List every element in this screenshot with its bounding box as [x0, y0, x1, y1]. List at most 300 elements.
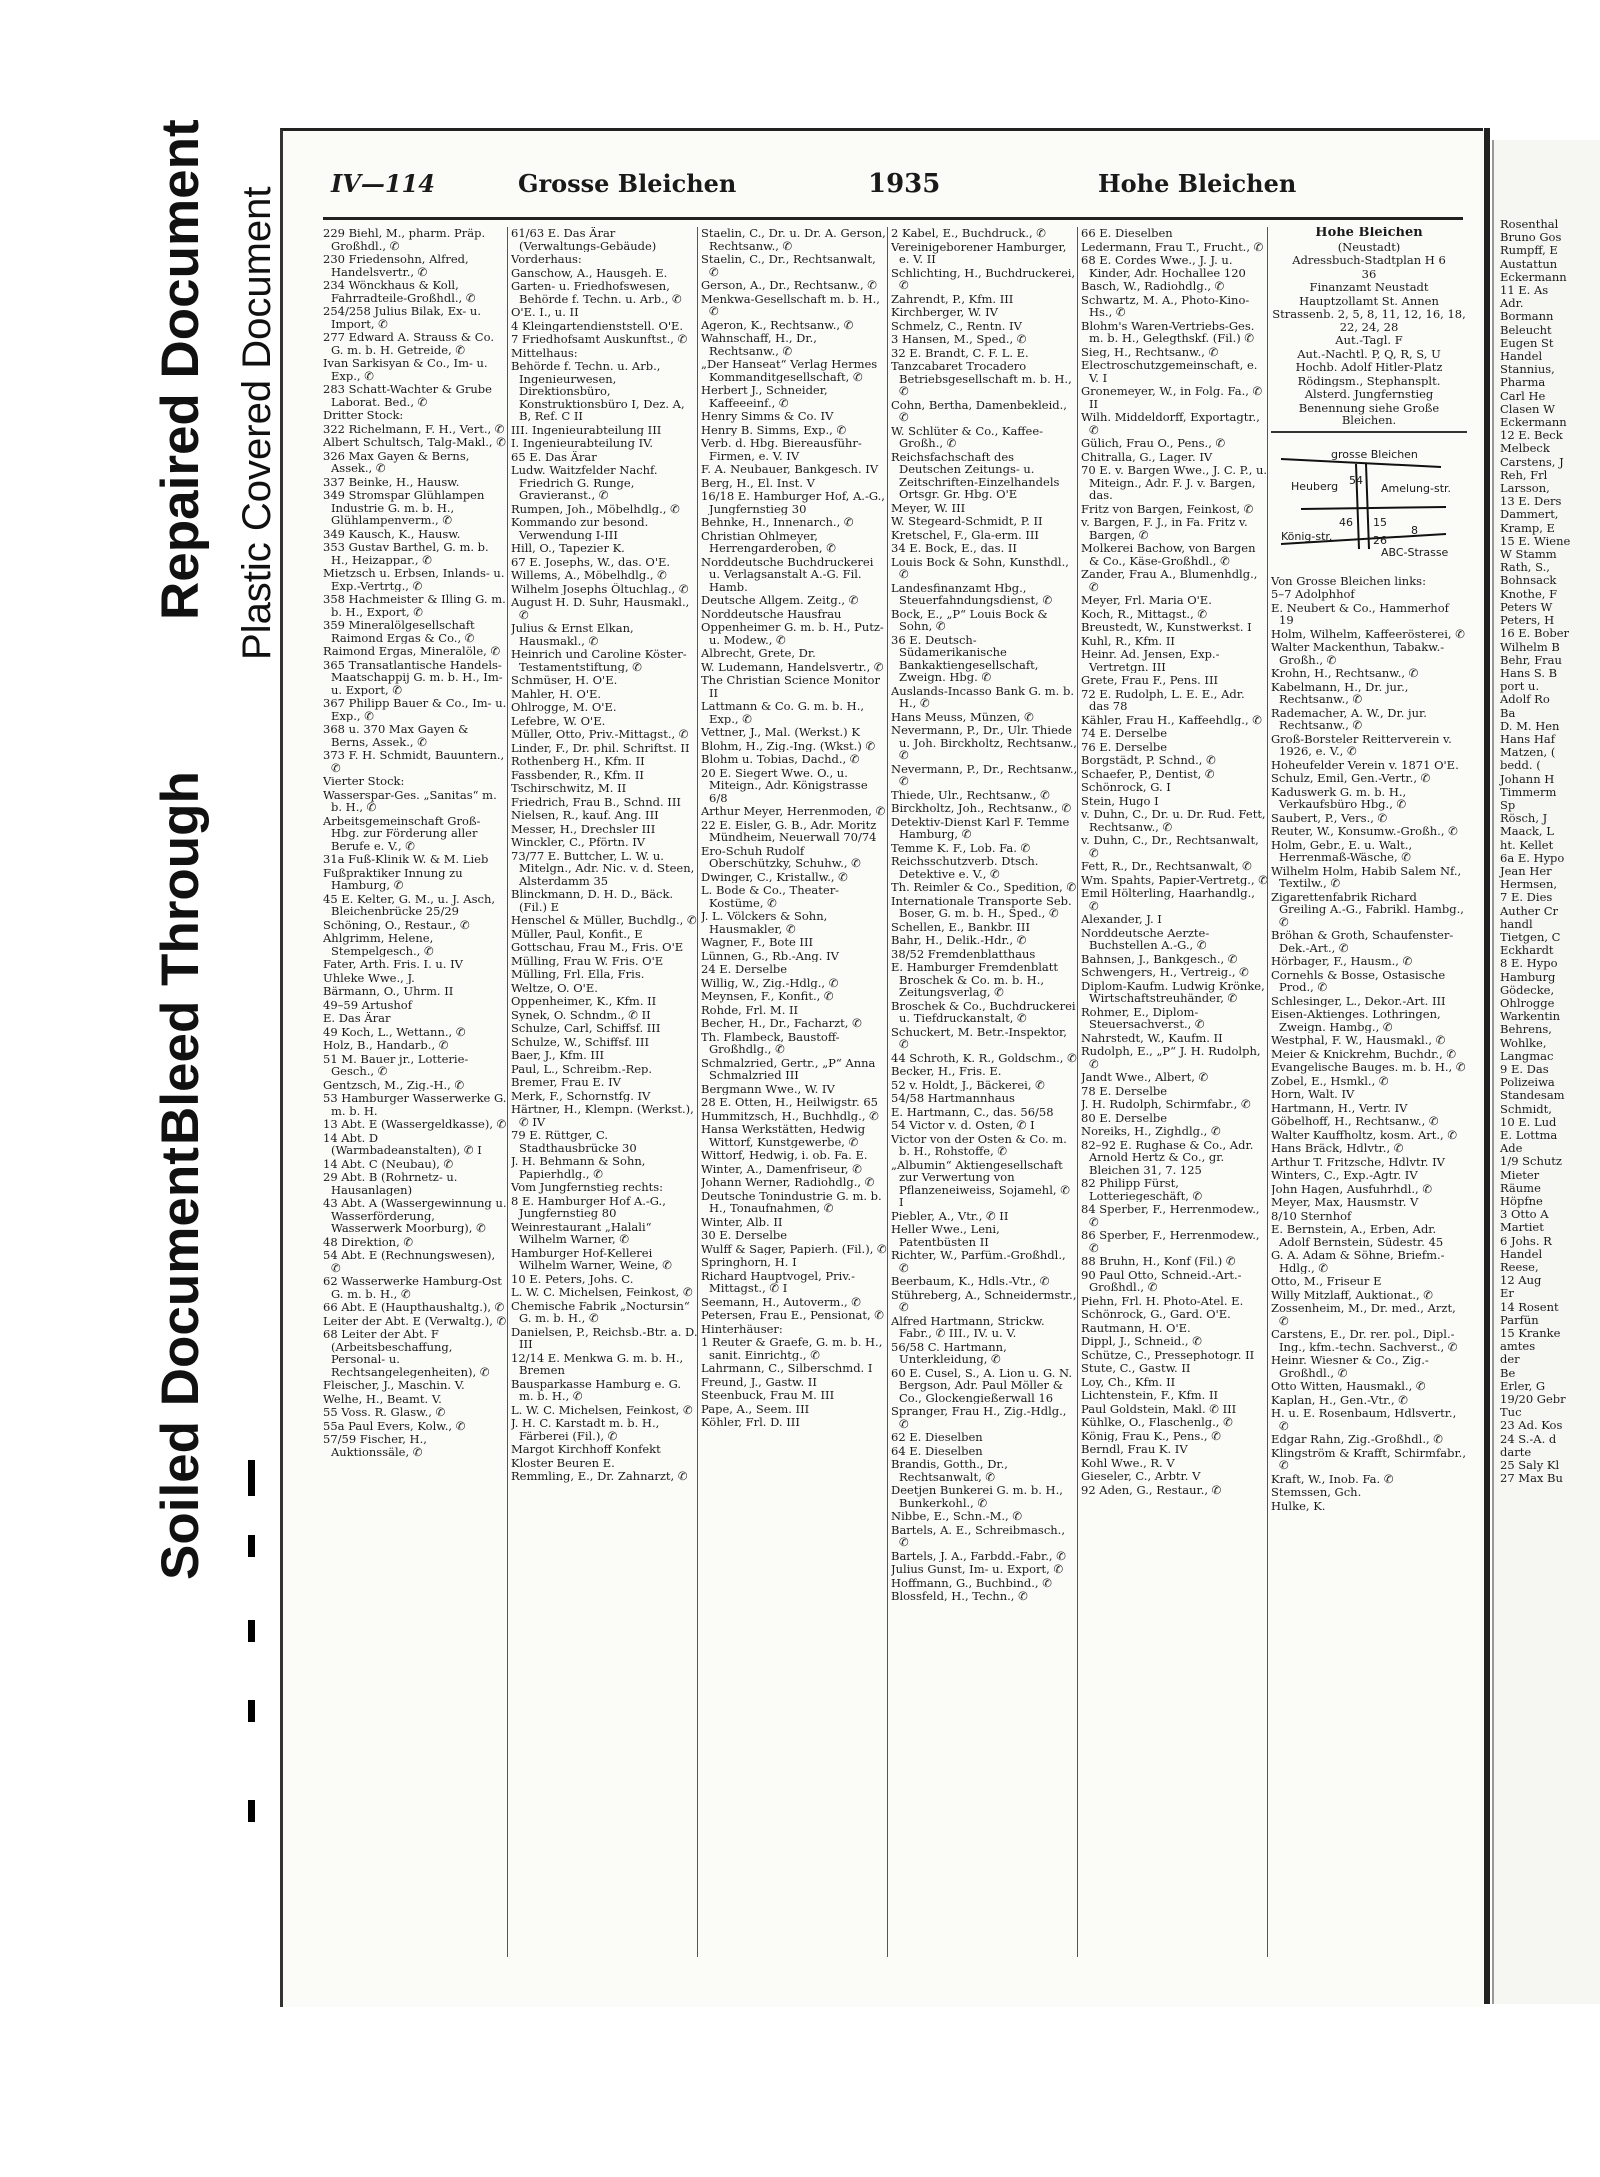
- directory-entry: 365 Transatlantische Handels-Maatschappij G. m. b. H., Im- u. Export, ✆: [323, 658, 503, 696]
- directory-entry: Oppenheimer, K., Kfm. II: [511, 995, 657, 1008]
- facing-page-fragment: 6 Johs. R: [1500, 1233, 1552, 1248]
- facing-page-fragment: Peters, H: [1500, 613, 1555, 628]
- directory-entry: Raimond Ergas, Mineralöle, ✆: [323, 645, 501, 658]
- directory-entry: Schmüser, H. O'E.: [511, 674, 618, 687]
- facing-page-fragment: Knothe, F: [1500, 586, 1558, 601]
- directory-entry: Walter Mackenthun, Tabakw.-Großh., ✆: [1271, 641, 1445, 666]
- directory-entry: J. L. Völckers & Sohn, Hausmakler, ✆: [701, 910, 828, 935]
- directory-entry: Holm, Wilhelm, Kaffeerösterei, ✆: [1271, 627, 1465, 640]
- directory-entry: Schlesinger, L., Dekor.-Art. III: [1271, 994, 1446, 1007]
- directory-entry: 36 E. Deutsch-Südamerikanische Bankaktiengesellschaft, Zweign. Hbg. ✆: [891, 633, 1039, 684]
- directory-entry: Becker, H., Fris. E.: [891, 1065, 1002, 1078]
- directory-entry: 234 Wönckhaus & Koll, Fahrradteile-Großhdl., ✆: [323, 279, 476, 304]
- directory-entry: Piehn, Frl. H. Photo-Atel. E.: [1081, 1294, 1244, 1307]
- facing-page-fragment: 15 Kranke: [1500, 1326, 1561, 1341]
- directory-entry: 36: [1361, 267, 1377, 280]
- volume-number: IV—114: [331, 169, 435, 198]
- directory-entry: Horn, Walt. IV: [1271, 1088, 1355, 1101]
- directory-entry: 70 E. v. Bargen Wwe., J. C. P., u. Miteign., Adr. F. J. v. Bargen, das.: [1081, 464, 1268, 502]
- directory-entry: Reichsschutzverb. Dtsch. Detektive e. V., ✆: [891, 855, 1039, 880]
- facing-page-fragment: Parfün: [1500, 1312, 1539, 1327]
- facing-page-fragment: Bohnsack: [1500, 573, 1557, 588]
- directory-entry: Alexander, J. I: [1081, 913, 1162, 926]
- directory-entry: (Neustadt): [1337, 240, 1401, 253]
- directory-entry: Aut.-Tagl. F: [1335, 334, 1403, 347]
- directory-entry: Petersen, Frau E., Pensionat, ✆: [701, 1309, 884, 1322]
- directory-entry: Kretschel, F., Gla-erm. III: [891, 528, 1039, 541]
- directory-entry: Noreiks, H., Zighdlg., ✆: [1081, 1125, 1221, 1138]
- directory-entry: Deetjen Bunkerei G. m. b. H., Bunkerkohl., ✆: [891, 1484, 1063, 1509]
- directory-entry: Kloster Beuren E.: [511, 1456, 615, 1469]
- directory-entry: I. Ingenieurabteilung IV.: [511, 437, 654, 450]
- directory-entry: Wm. Spahts, Papier-Vertretg., ✆: [1081, 873, 1268, 886]
- directory-entry: Electroschutzgemeinschaft, e. V. I: [1081, 359, 1258, 384]
- directory-entry: 277 Edward A. Strauss & Co. G. m. b. H. Getreide, ✆: [323, 331, 494, 356]
- directory-entry: Gieseler, C., Arbtr. V: [1081, 1470, 1201, 1483]
- directory-entry: Nevermann, P., Dr., Ulr. Thiede u. Joh. Birckholtz, Rechtsanw., ✆: [891, 724, 1077, 762]
- directory-entry: Norddeutsche Hausfrau: [701, 607, 842, 620]
- directory-entry: Willy Mitzlaff, Auktionat., ✆: [1271, 1288, 1433, 1301]
- facing-page-fragment: Austattun: [1500, 256, 1558, 271]
- directory-entry: 92 Aden, G., Restaur., ✆: [1081, 1483, 1222, 1496]
- facing-page-fragment: Kramp, E: [1500, 520, 1555, 535]
- directory-entry: Vereinigeborener Hamburger, e. V. II: [891, 240, 1067, 266]
- directory-entry: Müller, Paul, Konfit., E: [511, 927, 643, 940]
- directory-entry: Hans Bräck, Hdlvtr., ✆: [1271, 1142, 1404, 1155]
- directory-entry: Richard Hauptvogel, Priv.-Mittagst., ✆ I: [701, 1269, 855, 1295]
- directory-entry: 14 Abt. C (Neubau), ✆: [323, 1157, 454, 1170]
- directory-entry: Rautmann, H. O'E.: [1081, 1321, 1191, 1334]
- directory-entry: Wilhelm Holm, Habib Salem Nf., Textilw., ✆: [1271, 864, 1462, 890]
- directory-entry: 49 Koch, L., Wettann., ✆: [323, 1025, 466, 1038]
- directory-entry: Vom Jungfernstieg rechts:: [511, 1181, 664, 1194]
- facing-page-fragment: Langmac: [1500, 1048, 1554, 1063]
- directory-entry: John Hagen, Ausfuhrhdl., ✆: [1271, 1182, 1432, 1195]
- directory-entry: L. W. C. Michelsen, Feinkost, ✆: [511, 1286, 693, 1299]
- plastic-covered-stamp: Plastic Covered Document: [235, 186, 279, 660]
- facing-page-fragment: Adr.: [1500, 296, 1524, 311]
- directory-entry: Fett, R., Dr., Rechtsanwalt, ✆: [1081, 860, 1252, 873]
- directory-entry: Schellen, E., Bankbr. III: [891, 920, 1030, 933]
- directory-entry: Landesfinanzamt Hbg., Steuerfahndungsdienst, ✆: [891, 581, 1053, 607]
- directory-entry: Stemssen, Gch.: [1271, 1486, 1362, 1499]
- facing-page-fragment: Hans Haf: [1500, 731, 1555, 746]
- facing-page-fragment: 10 E. Lud: [1500, 1114, 1557, 1129]
- directory-entry: Hoffmann, G., Buchbind., ✆: [891, 1576, 1052, 1589]
- directory-entry: Reuter, W., Konsumw.-Großh., ✆: [1271, 825, 1458, 838]
- directory-entry: Staelin, C., Dr. u. Dr. A. Gerson, Rechtsanw., ✆: [701, 227, 886, 252]
- binding-mark: [248, 1535, 255, 1557]
- directory-entry: Paul, L., Schreibm.-Rep.: [511, 1062, 653, 1075]
- facing-page-fragment: 13 E. Ders: [1500, 494, 1562, 509]
- directory-entry: 2 Kabel, E., Buchdruck., ✆: [891, 227, 1046, 240]
- directory-entry: Ohlrogge, M. O'E.: [511, 701, 617, 714]
- directory-entry: Schönrock, G. I: [1081, 781, 1171, 794]
- directory-entry: 57/59 Fischer, H., Auktionssäle, ✆: [323, 1433, 427, 1458]
- directory-entry: Nahrstedt, W., Kaufm. II: [1081, 1031, 1223, 1044]
- directory-entry: 29 Abt. B (Rohrnetz- u. Hausanlagen): [323, 1171, 458, 1196]
- directory-entry: 229 Biehl, M., pharm. Präp. Großhdl., ✆: [323, 227, 486, 252]
- directory-entry: Dritter Stock:: [323, 409, 404, 422]
- street-map-number: 26: [1373, 533, 1387, 547]
- directory-entry: Klingström & Krafft, Schirmfabr., ✆: [1271, 1446, 1466, 1472]
- directory-entry: Bahnsen, J., Bankgesch., ✆: [1081, 952, 1238, 965]
- street-map-label: Heuberg: [1291, 479, 1339, 493]
- directory-entry: Winckler, C., Pförtn. IV: [511, 836, 646, 849]
- directory-entry: Wasserspar-Ges. „Sanitas“ m. b. H., ✆: [323, 788, 497, 814]
- directory-entry: Mahler, H. O'E.: [511, 687, 602, 700]
- directory-entry: Eisen-Aktienges. Lothringen, Zweign. Hambg., ✆: [1271, 1008, 1441, 1033]
- directory-entry: 28 E. Otten, H., Heilwigstr. 65: [701, 1096, 878, 1109]
- directory-entry: 349 Kausch, K., Hausw.: [323, 527, 461, 540]
- directory-entry: 54 Victor v. d. Osten, ✆ I: [891, 1119, 1035, 1132]
- directory-entry: Bahr, H., Delik.-Hdr., ✆: [891, 934, 1027, 947]
- facing-page-fragment: 23 Ad. Kos: [1500, 1418, 1563, 1433]
- directory-entry: Nibbe, E., Schn.-M., ✆: [891, 1510, 1022, 1523]
- directory-entry: Stühreberg, A., Schneidermstr., ✆: [891, 1288, 1077, 1314]
- directory-entry: Freund, J., Gastw. II: [701, 1375, 817, 1388]
- directory-entry: Wilhelm Josephs Öltuchlag., ✆: [511, 582, 689, 595]
- directory-entry: 90 Paul Otto, Schneid.-Art.-Großhdl., ✆: [1081, 1268, 1242, 1294]
- directory-entry: Fußpraktiker Innung zu Hamburg, ✆: [323, 866, 463, 892]
- facing-page-fragment: Eckermann: [1500, 269, 1567, 284]
- directory-entry: Winter, A., Damenfriseur, ✆: [701, 1162, 862, 1175]
- directory-entry: Zander, Frau A., Blumenhdlg., ✆: [1081, 568, 1258, 593]
- facing-page-fragment: Be: [1500, 1365, 1516, 1380]
- directory-entry: G. A. Adam & Söhne, Briefm.-Hdlg., ✆: [1271, 1249, 1445, 1274]
- directory-entry: Cornehls & Bosse, Ostasische Prod., ✆: [1271, 968, 1446, 994]
- directory-entry: Dwinger, C., Kristallw., ✆: [701, 870, 848, 883]
- directory-entry: Walter Kauffholtz, kosm. Art., ✆: [1271, 1128, 1457, 1141]
- directory-entry: Rumpen, Joh., Möbelhdlg., ✆: [511, 502, 680, 515]
- facing-page-fragment: Polizeiwa: [1500, 1075, 1555, 1090]
- facing-page-fragment: Hamburg: [1500, 969, 1556, 984]
- directory-entry: Schulze, Carl, Schiffsf. III: [511, 1022, 661, 1035]
- directory-entry: 54 Abt. E (Rechnungswesen), ✆: [323, 1249, 496, 1274]
- facing-page-fragment: Beleucht: [1500, 322, 1552, 337]
- street-map-label: grosse Bleichen: [1331, 447, 1418, 461]
- directory-entry: Adressbuch-Stadtplan H 6: [1292, 254, 1446, 267]
- facing-page-fragment: Rosenthal: [1500, 217, 1559, 231]
- street-map: [1271, 439, 1467, 569]
- directory-entry: E. Das Ärar: [323, 1012, 391, 1025]
- facing-page-fragment: darte: [1500, 1444, 1532, 1459]
- directory-entry: „Albumin“ Aktiengesellschaft zur Verwertung von Pflanzeneiweiss, Sojamehl, ✆ I: [891, 1158, 1070, 1209]
- directory-entry: Louis Bock & Sohn, Kunsthdl., ✆: [891, 555, 1069, 581]
- facing-page-fragment: Auther Cr: [1500, 903, 1558, 918]
- directory-entry: Mittelhaus:: [511, 346, 578, 359]
- directory-entry: Winters, C., Exp.-Agtr. IV: [1271, 1169, 1418, 1182]
- directory-entry: Gerson, A., Dr., Rechtsanw., ✆: [701, 279, 877, 292]
- directory-entry: Friedrich, Frau B., Schnd. III: [511, 795, 681, 808]
- directory-entry: Jandt Wwe., Albert, ✆: [1081, 1071, 1209, 1084]
- directory-entry: Schulz, Emil, Gen.-Vertr., ✆: [1271, 772, 1431, 785]
- directory-columns: [323, 227, 1466, 1957]
- soiled-document-stamp: Soiled Document: [151, 1147, 210, 1580]
- directory-entry: Borgstädt, P. Schnd., ✆: [1081, 754, 1216, 767]
- directory-column-3: [697, 227, 888, 1957]
- directory-entry: 283 Schatt-Wachter & Grube Laborat. Bed., ✆: [323, 383, 492, 408]
- directory-entry: 8 E. Hamburger Hof A.-G., Jungfernstieg 80: [511, 1194, 666, 1220]
- directory-entry: Bausparkasse Hamburg e. G. m. b. H., ✆: [511, 1377, 682, 1403]
- directory-entry: Paul Goldstein, Makl. ✆ III: [1081, 1402, 1237, 1415]
- directory-entry: Meyer, W. III: [891, 501, 966, 514]
- directory-entry: Heinrich und Caroline Köster-Testamentstiftung, ✆: [511, 648, 687, 673]
- directory-entry: 359 Mineralölgesellschaft Raimond Ergas & Co., ✆: [323, 619, 475, 644]
- directory-entry: 76 E. Derselbe: [1081, 740, 1168, 753]
- directory-entry: Dippl, J., Schneid., ✆: [1081, 1335, 1202, 1348]
- directory-entry: Vettner, J., Mal. (Werkst.) K: [701, 726, 860, 739]
- directory-entry: Schwengers, H., Vertreig., ✆: [1081, 966, 1249, 979]
- directory-entry: Norddeutsche Aerzte-Buchstellen A.-G., ✆: [1081, 926, 1210, 952]
- street-heading-right: Hohe Bleichen: [1098, 169, 1297, 198]
- directory-entry: Synek, O. Schndm., ✆ II: [511, 1008, 651, 1021]
- facing-page-fragment: 1/9 Schutz: [1500, 1154, 1562, 1169]
- directory-column-4: [887, 227, 1078, 1957]
- facing-page-fragment: Eckermann: [1500, 415, 1567, 430]
- facing-page-fragment: Reese,: [1500, 1260, 1539, 1275]
- directory-column-2: [507, 227, 698, 1957]
- directory-entry: Hill, O., Tapezier K.: [511, 542, 625, 555]
- directory-entry: Ludw. Waitzfelder Nachf. Friedrich G. Runge, Gravieranst., ✆: [511, 464, 658, 502]
- directory-entry: Meyer, Max, Hausmstr. V: [1271, 1196, 1419, 1209]
- directory-entry: Hohe Bleichen: [1315, 227, 1423, 240]
- facing-page-fragment: 11 E. As: [1500, 283, 1549, 298]
- directory-entry: 349 Stromspar Glühlampen Industrie G. m. b. H., Glühlampenverm., ✆: [323, 489, 485, 527]
- facing-page-fragment: Eckhardt: [1500, 943, 1554, 958]
- facing-page-fragment: Mieter: [1500, 1167, 1540, 1182]
- directory-entry: Wilh. Middeldorff, Exportagtr., ✆: [1081, 411, 1260, 436]
- directory-entry: Fassbender, R., Kfm. II: [511, 768, 644, 781]
- directory-entry: 55 Voss. R. Glasw., ✆: [323, 1406, 446, 1419]
- directory-entry: H. u. E. Rosenbaum, Hdlsvertr., ✆: [1271, 1407, 1457, 1432]
- directory-entry: Wulff & Sager, Papierh. (Fil.), ✆: [701, 1242, 887, 1255]
- directory-entry: Wittorf, Hedwig, i. ob. Fa. E.: [701, 1149, 868, 1162]
- directory-entry: Schütze, C., Pressephotogr. II: [1081, 1348, 1255, 1361]
- facing-page-fragment: Jean Her: [1500, 863, 1552, 878]
- directory-entry: 4 Kleingartendienststell. O'E.: [511, 319, 684, 332]
- facing-page-fragment: Behrens,: [1500, 1022, 1552, 1037]
- directory-entry: Ahlgrimm, Helene, Stempelgesch., ✆: [323, 932, 434, 957]
- directory-entry: Emil Hölterling, Haarhandlg., ✆: [1081, 887, 1255, 912]
- directory-entry: v. Duhn, C., Dr. u. Dr. Rud. Fett, Rechtsanw., ✆: [1081, 808, 1266, 833]
- directory-entry: Ero-Schuh Rudolf Oberschützky, Schuhw., ✆: [701, 844, 861, 870]
- directory-entry: Hörbager, F., Hausm., ✆: [1271, 955, 1413, 968]
- directory-entry: Schwartz, M. A., Photo-Kino-Hs., ✆: [1081, 293, 1250, 319]
- directory-entry: Arthur Meyer, Herrenmoden, ✆: [701, 805, 886, 818]
- directory-entry: Tschirschwitz, M. II: [511, 782, 627, 795]
- directory-entry: 44 Schroth, K. R., Goldschm., ✆: [891, 1051, 1077, 1064]
- directory-entry: Hoheufelder Verein v. 1871 O'E.: [1271, 758, 1459, 771]
- directory-entry: Schöning, O., Restaur., ✆: [323, 918, 470, 931]
- directory-entry: Bröhan & Groth, Schaufenster-Dek.-Art., ✆: [1271, 929, 1454, 954]
- directory-entry: Linder, F., Dr. phil. Schriftst. II: [511, 741, 690, 754]
- directory-entry: 55a Paul Evers, Kolw., ✆: [323, 1419, 466, 1432]
- directory-entry: Spranger, Frau H., Zig.-Hdlg., ✆: [891, 1405, 1067, 1430]
- directory-entry: 1 Reuter & Graefe, G. m. b. H., sanit. Einrichtg., ✆: [701, 1336, 883, 1361]
- directory-entry: 68 E. Cordes Wwe., J. J. u. Kinder, Adr. Hochallee 120: [1081, 254, 1246, 279]
- directory-entry: Albert Schultsch, Talg-Makl., ✆: [323, 436, 506, 449]
- directory-entry: 30 E. Derselbe: [701, 1229, 788, 1242]
- directory-entry: Kabelmann, H., Dr. jur., Rechtsanw., ✆: [1271, 680, 1409, 706]
- directory-entry: Rudolph, E., „P“ J. H. Rudolph, ✆: [1081, 1045, 1261, 1070]
- directory-entry: E. Neubert & Co., Hammerhof 19: [1271, 601, 1449, 627]
- directory-entry: Kaplan, H., Gen.-Vtr., ✆: [1271, 1393, 1408, 1406]
- facing-page-fragment: 6a E. Hypo: [1500, 850, 1565, 865]
- directory-entry: Detektiv-Dienst Karl F. Temme Hamburg, ✆: [891, 815, 1070, 841]
- directory-entry: 337 Beinke, H., Hausw.: [323, 475, 460, 488]
- directory-entry: Kirchberger, W. IV: [891, 306, 998, 319]
- directory-entry: Birckholtz, Joh., Rechtsanw., ✆: [891, 802, 1072, 815]
- directory-entry: Kraft, W., Inob. Fa. ✆: [1271, 1472, 1394, 1485]
- directory-entry: Wagner, F., Bote III: [701, 936, 814, 949]
- street-map-number: 54: [1349, 473, 1363, 487]
- directory-entry: Zossenheim, M., Dr. med., Arzt, ✆: [1271, 1302, 1456, 1327]
- directory-entry: Ganschow, A., Hausgeh. E.: [511, 266, 668, 279]
- directory-entry: W. Ludemann, Handelsvertr., ✆: [701, 660, 884, 673]
- directory-entry: Holz, B., Handarb., ✆: [323, 1039, 449, 1052]
- directory-entry: Staelin, C., Dr., Rechtsanwalt, ✆: [701, 253, 876, 278]
- facing-page-fragment: Larsson,: [1500, 481, 1550, 496]
- facing-page-fragment: bedd. (: [1500, 758, 1541, 773]
- directory-entry: v. Duhn, C., Dr., Rechtsanwalt, ✆: [1081, 834, 1259, 859]
- directory-entry: Gülich, Frau O., Pens., ✆: [1081, 437, 1226, 450]
- binding-mark: [248, 1700, 255, 1722]
- directory-entry: Willig, W., Zig.-Hdlg., ✆: [701, 976, 839, 989]
- directory-entry: Willems, A., Möbelhdlg., ✆: [511, 569, 667, 582]
- directory-entry: Berndl, Frau K. IV: [1081, 1443, 1188, 1456]
- directory-entry: III. Ingenieurabteilung III: [511, 423, 662, 436]
- binding-mark: [248, 1800, 255, 1822]
- directory-entry: Holm, Gebr., E. u. Walt., Herrenmaß-Wäsche, ✆: [1271, 838, 1413, 864]
- directory-entry: 353 Gustav Barthel, G. m. b. H., Heizappar., ✆: [323, 541, 489, 566]
- directory-entry: Ledermann, Frau T., Frucht., ✆: [1081, 240, 1264, 253]
- directory-entry: Meyer, Frl. Maria O'E.: [1081, 594, 1212, 607]
- directory-entry: 34 E. Bock, E., das. II: [891, 542, 1017, 555]
- facing-page-fragment: W Stamm: [1500, 547, 1557, 562]
- directory-entry: Stute, C., Gastw. II: [1081, 1362, 1191, 1375]
- facing-page-fragment: Er: [1500, 1286, 1514, 1301]
- facing-page-fragment: 8 E. Hypo: [1500, 956, 1558, 971]
- facing-page-fragment: Erler, G: [1500, 1378, 1546, 1393]
- directory-entry: Rothenberg H., Kfm. II: [511, 755, 645, 768]
- directory-entry: W. Stegeard-Schmidt, P. II: [891, 515, 1043, 528]
- directory-entry: 49–59 Artushof: [323, 998, 412, 1011]
- bleed-through-stamp: Bleed Through: [151, 771, 210, 1145]
- directory-entry: Behörde f. Techn. u. Arb., Ingenieurwesen, Direktionsbüro, Konstruktionsbüro I, Dez. A, B, Ref. C II: [511, 360, 685, 423]
- directory-entry: Hauptzollamt St. Annen: [1299, 294, 1439, 307]
- facing-page-fragment: Martiet: [1500, 1220, 1544, 1235]
- facing-page-fragment: Rumpff, E: [1500, 243, 1558, 258]
- directory-entry: 86 Sperber, F., Herrenmodew., ✆: [1081, 1229, 1260, 1254]
- facing-page-fragment: 24 S.-A. d: [1500, 1431, 1557, 1446]
- directory-entry: Remmling, E., Dr. Zahnarzt, ✆: [511, 1470, 688, 1483]
- directory-entry: 20 E. Siegert Wwe. O., u. Miteign., Adr. Königstrasse 6/8: [701, 766, 868, 804]
- directory-entry: Zahrendt, P., Kfm. III: [891, 292, 1014, 305]
- directory-entry: 60 E. Cusel, S., A. Lion u. G. N. Bergson, Adr. Paul Möller & Co., Glockengießerwall 16: [891, 1366, 1073, 1404]
- directory-entry: Winter, Alb. II: [701, 1215, 783, 1228]
- facing-page-fragment: Stannius,: [1500, 362, 1555, 377]
- directory-entry: Hartmann, H., Vertr. IV: [1271, 1101, 1408, 1114]
- directory-column-5: [1077, 227, 1268, 1957]
- directory-entry: Th. Reimler & Co., Spedition, ✆: [891, 881, 1077, 894]
- directory-entry: Heinr. Wiesner & Co., Zig.-Großhdl., ✆: [1271, 1354, 1429, 1379]
- directory-entry: Molkerei Bachow, von Bargen & Co., Käse-Großhdl., ✆: [1081, 542, 1256, 567]
- directory-entry: 66 E. Dieselben: [1081, 227, 1173, 240]
- directory-entry: Finanzamt Neustadt: [1309, 281, 1429, 294]
- directory-entry: Breustedt, W., Kunstwerkst. I: [1081, 621, 1252, 634]
- directory-entry: Lahrmann, C., Silberschmd. I: [701, 1362, 873, 1375]
- directory-entry: Lefebre, W. O'E.: [511, 714, 606, 727]
- directory-entry: Mülling, Frau W. Fris. O'E: [511, 954, 664, 967]
- facing-page-fragment: 3 Otto A: [1500, 1207, 1549, 1222]
- directory-entry: Brandis, Gotth., Dr., Rechtsanwalt, ✆: [891, 1458, 1008, 1483]
- directory-entry: König, Frau K., Pens., ✆: [1081, 1429, 1221, 1442]
- directory-entry: J. H. Rudolph, Schirmfabr., ✆: [1081, 1098, 1251, 1111]
- directory-entry: Henry Simms & Co. IV: [701, 410, 834, 423]
- directory-entry: 64 E. Dieselben: [891, 1444, 983, 1457]
- facing-page-fragment: Peters W: [1500, 599, 1553, 614]
- facing-page-fragment: D. M. Hen: [1500, 718, 1560, 733]
- directory-entry: Meynsen, F., Konfit., ✆: [701, 990, 834, 1003]
- directory-page: [280, 128, 1483, 2007]
- directory-entry: Diplom-Kaufm. Ludwig Krönke, Wirtschaftstreuhänder, ✆: [1081, 979, 1265, 1005]
- directory-entry: Auslands-Incasso Bank G. m. b. H., ✆: [891, 684, 1074, 710]
- facing-page-fragment: Clasen W: [1500, 401, 1555, 416]
- directory-entry: Groß-Borsteler Reitterverein v. 1926, e. V., ✆: [1271, 732, 1452, 758]
- directory-entry: Hans Meuss, Münzen, ✆: [891, 710, 1034, 723]
- directory-entry: 84 Sperber, F., Herrenmodew., ✆: [1081, 1203, 1260, 1228]
- facing-page-fragment: 25 Saly Kl: [1500, 1458, 1560, 1473]
- directory-entry: Berg, H., El. Inst. V: [701, 476, 815, 489]
- directory-entry: „Der Hanseat“ Verlag Hermes Kommanditgesellschaft, ✆: [701, 358, 878, 383]
- directory-entry: Göbelhoff, H., Rechtsanw., ✆: [1271, 1115, 1439, 1128]
- facing-page-fragment: Hans S. B: [1500, 665, 1558, 680]
- facing-page-fragment: Carl He: [1500, 388, 1546, 403]
- facing-page-fragment: 19/20 Gebr: [1500, 1392, 1566, 1407]
- directory-entry: 62 E. Dieselben: [891, 1431, 983, 1444]
- facing-page-fragment: Gödecke,: [1500, 982, 1555, 997]
- directory-entry: Alfred Hartmann, Strickw. Fabr., ✆ III., IV. u. V.: [891, 1314, 1045, 1340]
- binding-mark: [248, 1620, 255, 1642]
- directory-entry: Hochb. Adolf Hitler-Platz: [1295, 361, 1443, 374]
- directory-entry: Koch, R., Mittagst., ✆: [1081, 607, 1208, 620]
- directory-entry: Deutsche Tonindustrie G. m. b. H., Tonaufnahmen, ✆: [701, 1189, 882, 1215]
- directory-entry: Blossfeld, H., Techn., ✆: [891, 1590, 1028, 1603]
- directory-entry: 31a Fuß-Klinik W. & M. Lieb: [323, 853, 489, 866]
- directory-entry: Rohde, Frl. M. II: [701, 1003, 799, 1016]
- directory-entry: 230 Friedensohn, Alfred, Handelsvertr., ✆: [323, 253, 469, 278]
- facing-page-fragment: 14 Rosent: [1500, 1299, 1559, 1314]
- directory-entry: 373 F. H. Schmidt, Bauuntern., ✆: [323, 749, 505, 774]
- directory-entry: Deutsche Allgem. Zeitg., ✆: [701, 594, 859, 607]
- directory-entry: Fritz von Bargen, Feinkost, ✆: [1081, 502, 1254, 515]
- directory-entry: Cohn, Bertha, Damenbekleid., ✆: [891, 398, 1067, 424]
- directory-entry: Evangelische Bauges. m. b. H., ✆: [1271, 1061, 1466, 1074]
- directory-entry: F. A. Neubauer, Bankgesch. IV: [701, 463, 879, 476]
- street-map-number: 46: [1339, 515, 1353, 529]
- directory-entry: Rohmer, E., Diplom-Steuersachverst., ✆: [1081, 1005, 1205, 1031]
- directory-entry: 67 E. Josephs, W., das. O'E.: [511, 555, 671, 568]
- facing-page-fragment: Handel: [1500, 1246, 1543, 1261]
- directory-entry: Hummitzsch, H., Buchhdlg., ✆: [701, 1109, 879, 1122]
- directory-entry: 54/58 Hartmannhaus: [891, 1092, 1015, 1105]
- directory-entry: Alsterd. Jungfernstieg: [1304, 388, 1434, 401]
- directory-entry: Schönrock, G., Gard. O'E.: [1081, 1308, 1231, 1321]
- directory-entry: 12/14 E. Menkwa G. m. b. H., Bremen: [511, 1351, 684, 1377]
- directory-entry: 82 Philipp Fürst, Lotteriegeschäft, ✆: [1081, 1177, 1203, 1202]
- facing-page-fragment: Matzen, (: [1500, 745, 1556, 760]
